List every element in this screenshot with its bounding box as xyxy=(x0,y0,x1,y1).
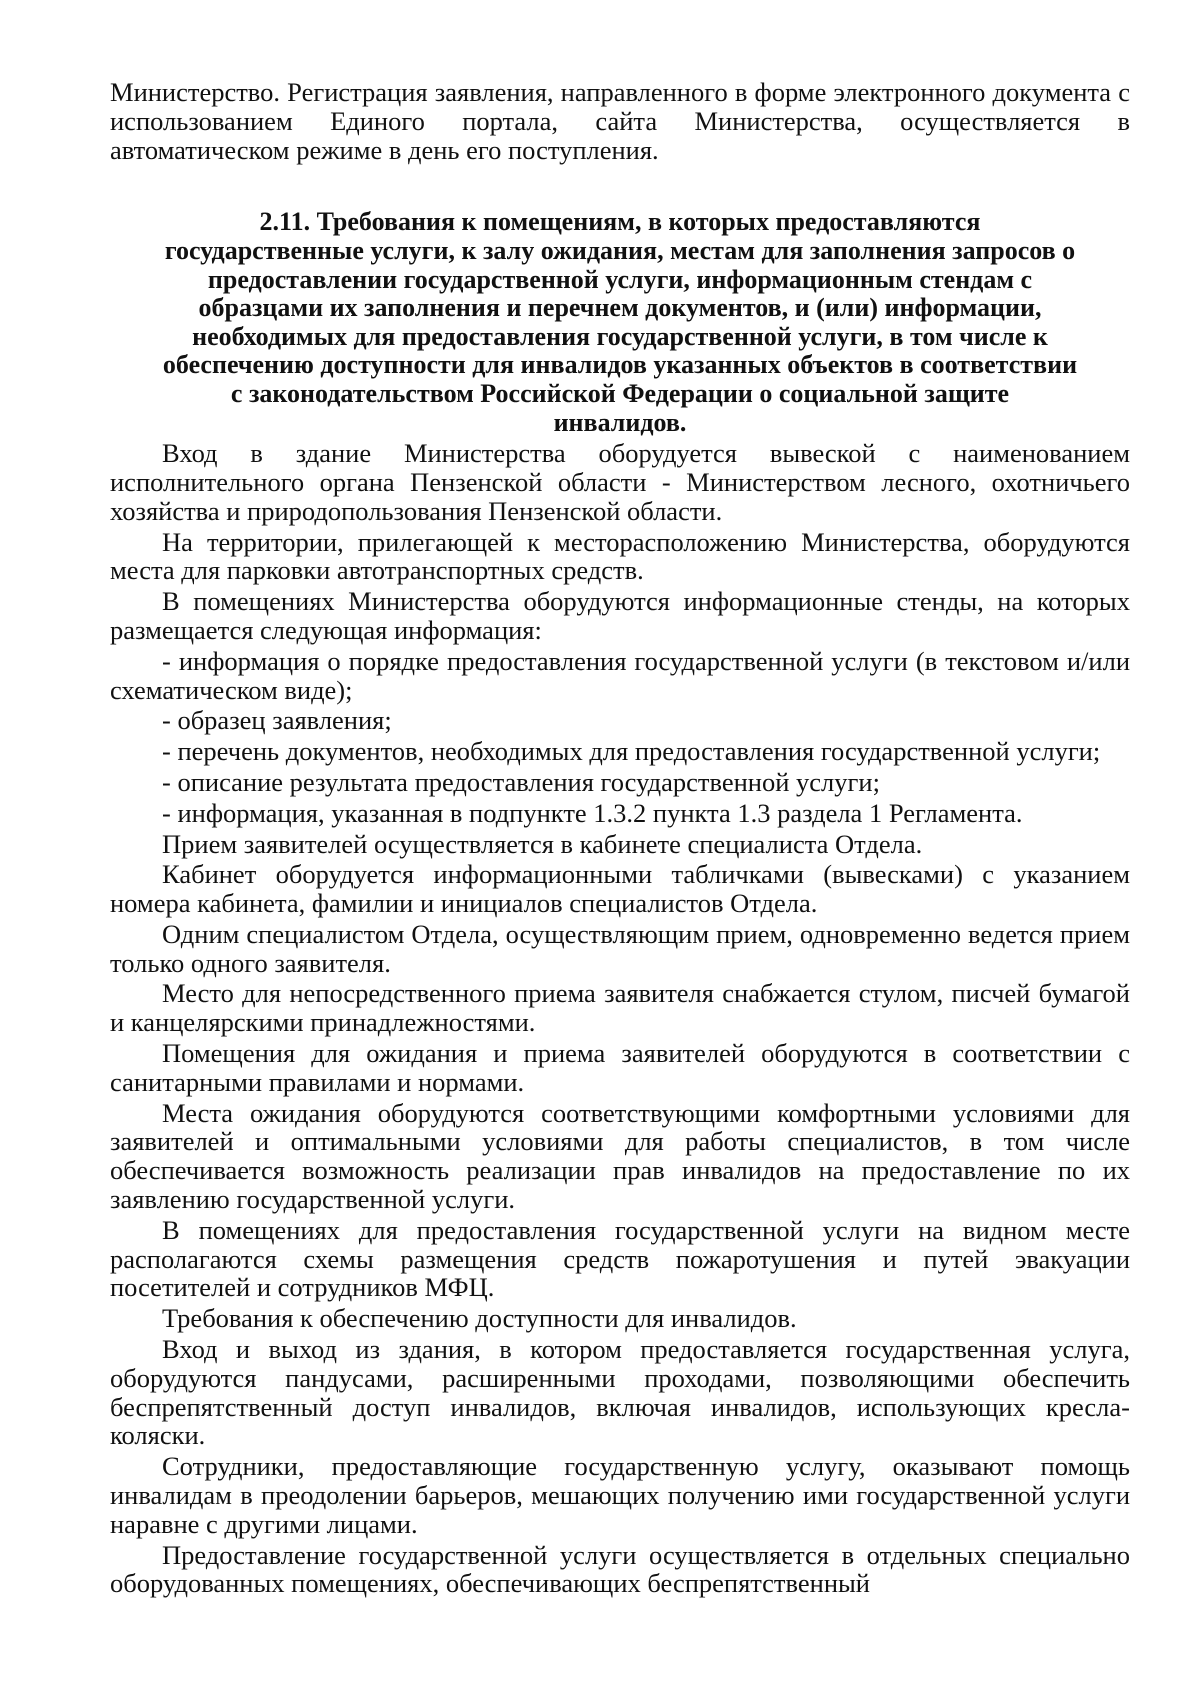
paragraph-reception-office: Прием заявителей осуществляется в кабинете специалиста Отдела. xyxy=(162,828,923,859)
paragraph-office-signs: Кабинет оборудуется информационными табличками (вывесками) с указанием номера кабинета, фамилии и инициалов специалистов Отдела. xyxy=(110,859,1130,919)
paragraph-ramps: Вход и выход из здания, в котором предоставляется государственная услуга, оборудуются пандусами, расширенными проходами, позволяющими обеспечить беспрепятственный доступ инвалидов, включая инвалидов, использующих кресла-коляски. xyxy=(110,1334,1130,1451)
paragraph-entrance-sign: Вход в здание Министерства оборудуется вывеской с наименованием исполнительного органа Пензенской области - Министерством лесного, охотничьего хозяйства и природопользования Пензенской области. xyxy=(110,438,1130,526)
paragraph-separate-premises: Предоставление государственной услуги осуществляется в отдельных специально оборудованных помещениях, обеспечивающих беспрепятственный xyxy=(110,1539,1130,1599)
paragraph-reception-place: Место для непосредственного приема заявителя снабжается стулом, писчей бумагой и канцелярскими принадлежностями. xyxy=(110,978,1130,1038)
paragraph-sanitary-rules: Помещения для ожидания и приема заявителей оборудуются в соответствии с санитарными правилами и нормами. xyxy=(110,1038,1130,1097)
paragraph-evacuation-schemes: В помещениях для предоставления государственной услуги на видном месте располагаются схемы размещения средств пожаротушения и путей эвакуации посетителей и сотрудников МФЦ. xyxy=(110,1214,1130,1303)
heading-line: государственные услуги, к залу ожидания, местам для заполнения запросов о xyxy=(164,235,1076,265)
paragraph-waiting-areas: Места ожидания оборудуются соответствующими комфортными условиями для заявителей и оптимальными условиями для работы специалистов, в том числе обеспечивается возможность реализации прав инвалидов на предоставление по их заявлению государственной услуги. xyxy=(110,1097,1130,1215)
paragraph-parking: На территории, прилегающей к месторасположению Министерства, оборудуются места для парковки автотранспортных средств. xyxy=(110,526,1130,586)
heading-line: с законодательством Российской Федерации о социальной защите xyxy=(230,378,1010,408)
heading-line: обеспечению доступности для инвалидов указанных объектов в соответствии xyxy=(162,350,1078,380)
paragraph-staff-assistance: Сотрудники, предоставляющие государственную услугу, оказывают помощь инвалидам в преодолении барьеров, мешающих получению ими государственной услуги наравне с другими лицами. xyxy=(110,1451,1130,1539)
paragraph-one-applicant: Одним специалистом Отдела, осуществляющим прием, одновременно ведется прием только одного заявителя. xyxy=(110,918,1130,978)
body-text xyxy=(110,439,1130,1598)
section-heading xyxy=(110,208,1130,437)
heading-line: инвалидов. xyxy=(553,407,687,437)
paragraph-accessibility-title: Требования к обеспечению доступности для инвалидов. xyxy=(162,1303,797,1334)
heading-line: необходимых для предоставления государственной услуги, в том числе к xyxy=(192,321,1048,351)
heading-line: образцами их заполнения и перечнем документов, и (или) информации, xyxy=(198,293,1042,323)
list-item-procedure-info: - информация о порядке предоставления государственной услуги (в текстовом и/или схематическом виде); xyxy=(110,645,1130,705)
heading-line: 2.11. Требования к помещениям, в которых предоставляются xyxy=(259,207,981,237)
list-item-documents-list: - перечень документов, необходимых для предоставления государственной услуги; xyxy=(162,736,1101,767)
intro-paragraph: Министерство. Регистрация заявления, направленного в форме электронного документа с использованием Единого портала, сайта Министерства, осуществляется в автоматическом режиме в день его поступления. xyxy=(110,77,1130,165)
list-item-subclause-info: - информация, указанная в подпункте 1.3.2 пункта 1.3 раздела 1 Регламента. xyxy=(162,797,1023,828)
list-item-application-sample: - образец заявления; xyxy=(162,705,392,736)
list-item-result-description: - описание результата предоставления государственной услуги; xyxy=(162,766,880,797)
paragraph-info-stands: В помещениях Министерства оборудуются информационные стенды, на которых размещается следующая информация: xyxy=(110,586,1130,645)
heading-line: предоставлении государственной услуги, информационным стендам с xyxy=(207,264,1033,294)
